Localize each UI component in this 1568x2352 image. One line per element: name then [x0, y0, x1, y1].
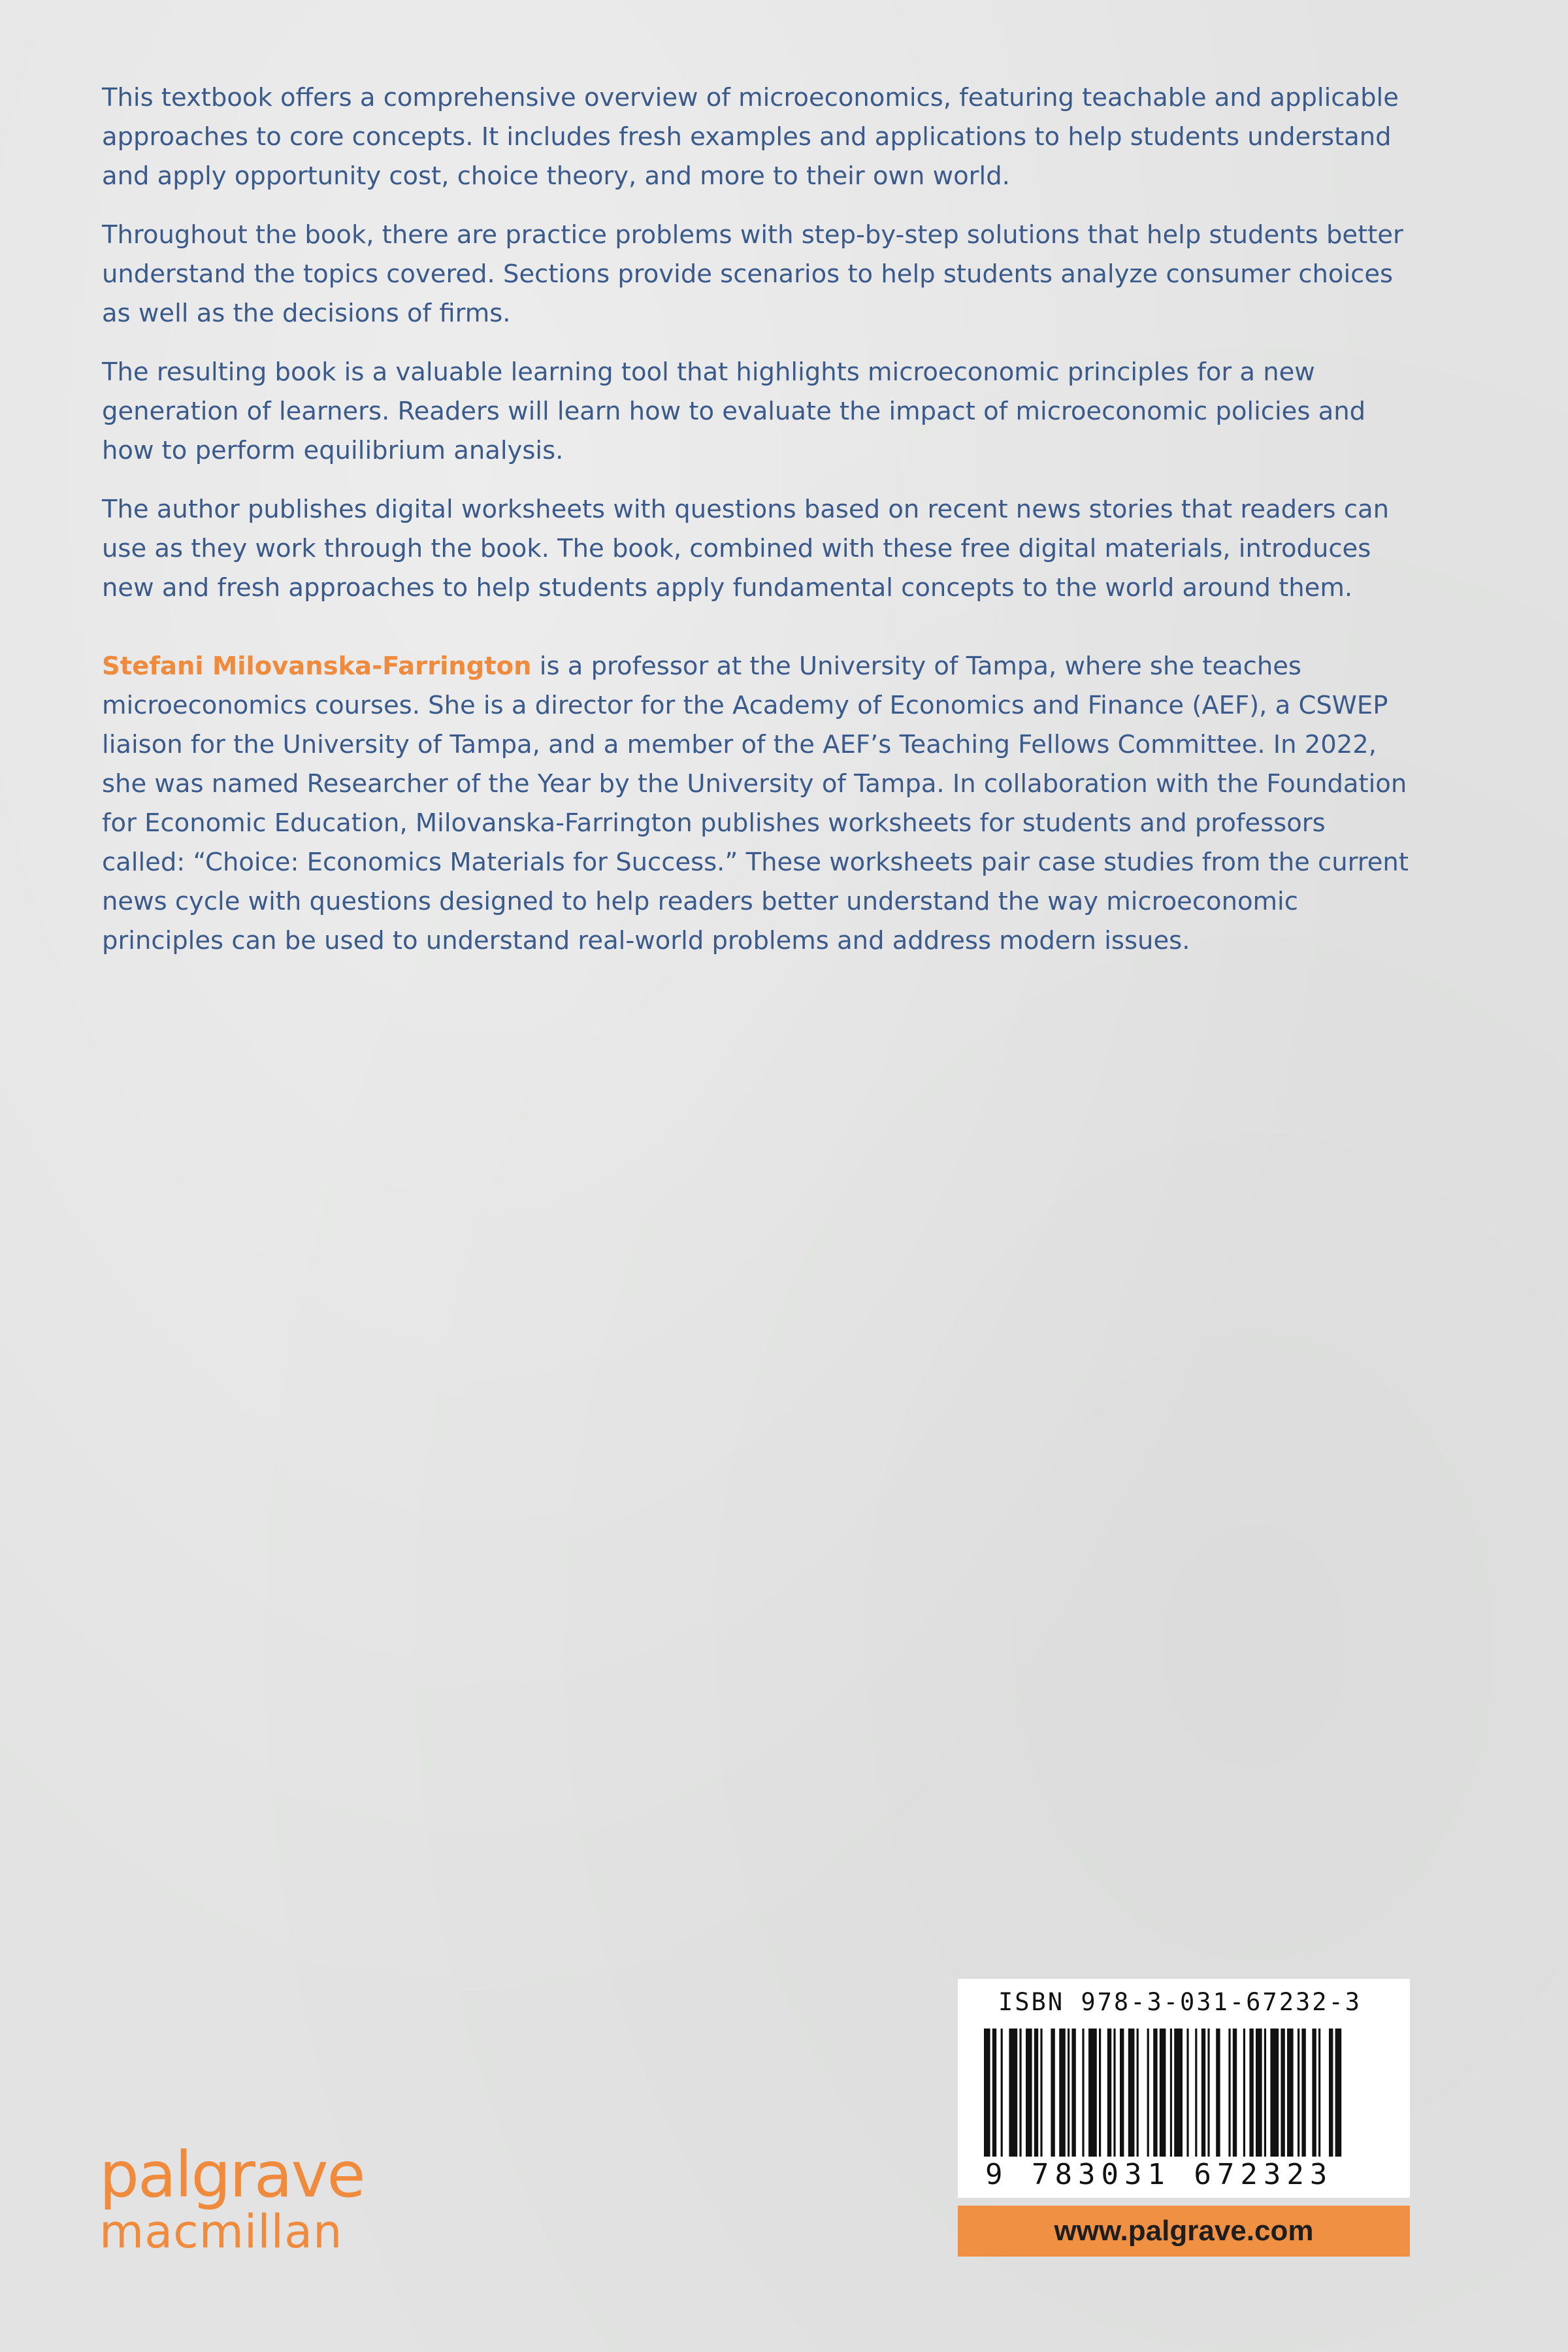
blurb-paragraph-4: The author publishes digital worksheets with questions based on recent news stories that readers can use as they work through the book. The book, combined with these free digital materials, introduces new and fresh approaches to help students apply fundamental concepts to the world around them. [102, 495, 1389, 603]
barcode-bar [1201, 2029, 1205, 2157]
barcode-bar [1312, 2029, 1316, 2157]
barcode-bar [1120, 2029, 1124, 2157]
barcode-bar [1174, 2029, 1183, 2157]
barcode-bar [1335, 2029, 1342, 2157]
barcode-bar [1088, 2029, 1097, 2157]
barcode-bar [1051, 2029, 1054, 2157]
barcode-bar [1170, 2029, 1172, 2157]
barcode-bar [1256, 2029, 1262, 2157]
barcode-bar [1153, 2029, 1157, 2157]
barcode-bar [1009, 2029, 1017, 2157]
publisher-url: www.palgrave.com [1054, 2215, 1314, 2247]
barcode-bar [1059, 2029, 1066, 2157]
barcode-bar [1147, 2029, 1149, 2157]
barcode-bar [1301, 2029, 1305, 2157]
publisher-logo [99, 2138, 365, 2259]
author-bio [102, 647, 1409, 961]
barcode-bar [1281, 2029, 1284, 2157]
publisher-url-bar [958, 2206, 1410, 2257]
barcode-bar [1186, 2029, 1188, 2157]
barcode-bar [1264, 2029, 1266, 2157]
author-bio-text: is a professor at the University of Tampa, where she teaches microeconomics courses. She is a director for the Academy of Economics and Finance (AEF), a CSWEP liaison for the University of Tampa, and a member of the AEF’s Teaching Fellows Committee. In 2022, she was named Researcher of the Year by the University of Tampa. In collaboration with the Foundation for Economic Education, Milovanska-Farrington publishes worksheets for students and professors called: “Choice: Economics Materials for Success.” These worksheets pair case studies from the current news cycle with questions designed to help readers better understand the way microeconomic principles can be used to understand real-world problems and address modern issues. [102, 652, 1409, 955]
barcode-bar [1160, 2029, 1166, 2157]
barcode-bar [1137, 2029, 1139, 2157]
barcode-bar [1026, 2029, 1032, 2157]
barcode-bar [1207, 2029, 1209, 2157]
back-cover-blurb [102, 78, 1409, 980]
barcode-bar [1113, 2029, 1115, 2157]
barcode-bar [1298, 2029, 1299, 2157]
barcode-bar [1228, 2029, 1230, 2157]
barcode-graphic [984, 2029, 1384, 2157]
blurb-paragraph-2: Throughout the book, there are practice problems with step-by-step solutions that help students better understand the topics covered. Sections provide scenarios to help students analyze consumer choices as well as the decisions of firms. [102, 220, 1403, 328]
barcode-bar [1019, 2029, 1021, 2157]
barcode-bar [1068, 2029, 1070, 2157]
barcode-digits: 9 783031 672323 [985, 2158, 1333, 2191]
barcode-bar [1243, 2029, 1245, 2157]
barcode-bar [1082, 2029, 1084, 2157]
barcode-bar [1329, 2029, 1333, 2157]
logo-line-macmillan: macmillan [99, 2205, 343, 2259]
isbn-barcode-box [958, 1979, 1410, 2198]
blurb-paragraph-1: This textbook offers a comprehensive overview of microeconomics, featuring teachable and applicable approaches to core concepts. It includes fresh examples and applications to help students understand and apply opportunity cost, choice theory, and more to their own world. [102, 83, 1399, 191]
barcode-bar [1249, 2029, 1253, 2157]
barcode-bar [1195, 2029, 1197, 2157]
isbn-label: ISBN 978-3-031-67232-3 [998, 1988, 1362, 2016]
barcode-bar [1287, 2029, 1294, 2157]
barcode-bar [1318, 2029, 1320, 2157]
logo-line-palgrave: palgrave [99, 2138, 365, 2211]
barcode-bar [1107, 2029, 1111, 2157]
blurb-paragraph-3: The resulting book is a valuable learning tool that highlights microeconomic principles for a new generation of learners. Readers will learn how to evaluate the impact of microeconomic policies and how to perform equilibrium analysis. [102, 357, 1366, 465]
barcode-bar [984, 2029, 990, 2157]
barcode-bar [1001, 2029, 1003, 2157]
barcode-bar [1099, 2029, 1101, 2157]
author-name: Stefani Milovanska-Farrington [102, 652, 532, 681]
barcode-bar [1071, 2029, 1075, 2157]
barcode-bar [1034, 2029, 1038, 2157]
barcode-bar [992, 2029, 996, 2157]
barcode-bar [1233, 2029, 1237, 2157]
barcode-bar [1128, 2029, 1135, 2157]
barcode-bar [1270, 2029, 1279, 2157]
barcode-bar [1040, 2029, 1042, 2157]
barcode-bar [1216, 2029, 1220, 2157]
